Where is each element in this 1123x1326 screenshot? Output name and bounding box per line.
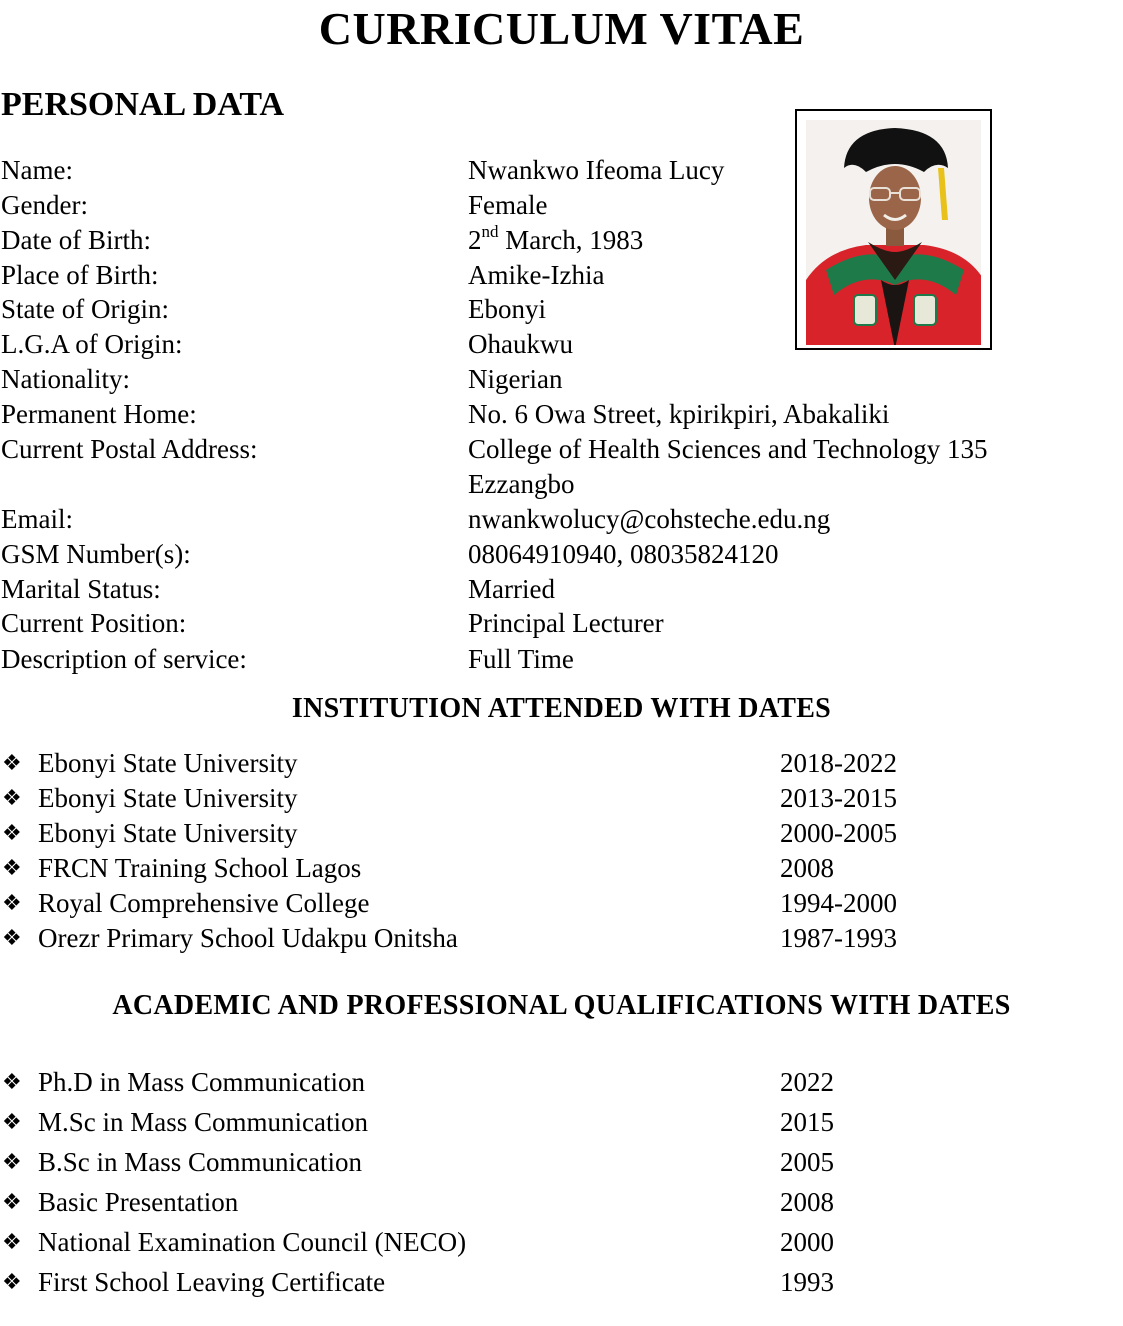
- field-value: [468, 223, 643, 258]
- qualification-year: 2015: [780, 1107, 834, 1137]
- field-value: College of Health Sciences and Technology 135: [468, 434, 988, 464]
- field-value: Ezzangbo: [468, 469, 575, 499]
- dob-suffix: nd: [481, 222, 499, 241]
- field-label: Marital Status:: [1, 574, 161, 604]
- list-item: [0, 1225, 1123, 1260]
- qualification-name: First School Leaving Certificate: [38, 1267, 386, 1297]
- field-label: Permanent Home:: [1, 399, 197, 429]
- field-label: Place of Birth:: [1, 260, 159, 290]
- qualification-year: 1993: [780, 1267, 834, 1297]
- field-label: Gender:: [1, 190, 88, 220]
- list-item: [0, 746, 1123, 781]
- field-value: Nwankwo Ifeoma Lucy: [468, 155, 725, 185]
- field-value: Married: [468, 574, 555, 604]
- institution-name: Ebonyi State University: [38, 783, 298, 813]
- list-item: [0, 886, 1123, 921]
- field-label: Name:: [1, 155, 73, 185]
- diamond-bullet-icon: ❖: [2, 786, 22, 811]
- portrait-photo: [806, 120, 981, 345]
- institution-name: Ebonyi State University: [38, 818, 298, 848]
- diamond-bullet-icon: ❖: [2, 751, 22, 776]
- qualification-year: 2005: [780, 1147, 834, 1177]
- field-value: No. 6 Owa Street, kpirikpiri, Abakaliki: [468, 399, 890, 429]
- personal-data-heading: PERSONAL DATA: [1, 86, 285, 123]
- diamond-bullet-icon: ❖: [2, 1230, 22, 1255]
- portrait-photo-icon: [806, 120, 981, 345]
- field-label: State of Origin:: [1, 294, 169, 324]
- diamond-bullet-icon: ❖: [2, 1110, 22, 1135]
- list-item: [0, 851, 1123, 886]
- list-item: [0, 1265, 1123, 1300]
- field-label: Description of service:: [1, 644, 247, 674]
- diamond-bullet-icon: ❖: [2, 821, 22, 846]
- field-label: GSM Number(s):: [1, 539, 191, 569]
- field-label: L.G.A of Origin:: [1, 329, 183, 359]
- field-value: 08064910940, 08035824120: [468, 539, 779, 569]
- field-label: Current Position:: [1, 608, 187, 638]
- diamond-bullet-icon: ❖: [2, 926, 22, 951]
- institution-name: Royal Comprehensive College: [38, 888, 370, 918]
- diamond-bullet-icon: ❖: [2, 1070, 22, 1095]
- qualification-name: Basic Presentation: [38, 1187, 239, 1217]
- list-item: [0, 781, 1123, 816]
- field-label: Email:: [1, 504, 73, 534]
- institution-years: 2013-2015: [780, 783, 897, 813]
- list-item: [0, 921, 1123, 956]
- field-value: Nigerian: [468, 364, 563, 394]
- institution-years: 1994-2000: [780, 888, 897, 918]
- field-value: Principal Lecturer: [468, 608, 664, 638]
- institution-years: 1987-1993: [780, 923, 897, 953]
- document-title: CURRICULUM VITAE: [318, 3, 805, 54]
- list-item: [0, 1145, 1123, 1180]
- qualification-name: Ph.D in Mass Communication: [38, 1067, 366, 1097]
- institution-years: 2000-2005: [780, 818, 897, 848]
- institution-name: Ebonyi State University: [38, 748, 298, 778]
- field-value: Full Time: [468, 644, 574, 674]
- field-value: nwankwolucy@cohsteche.edu.ng: [468, 504, 831, 534]
- dob-rest: March, 1983: [498, 225, 644, 255]
- institution-years: 2018-2022: [780, 748, 897, 778]
- qualification-year: 2000: [780, 1227, 834, 1257]
- field-value: Female: [468, 190, 548, 220]
- diamond-bullet-icon: ❖: [2, 1150, 22, 1175]
- list-item: [0, 816, 1123, 851]
- diamond-bullet-icon: ❖: [2, 891, 22, 916]
- portrait-photo-frame: [795, 109, 992, 350]
- list-item: [0, 1065, 1123, 1100]
- institution-name: Orezr Primary School Udakpu Onitsha: [38, 923, 458, 953]
- institution-name: FRCN Training School Lagos: [38, 853, 362, 883]
- field-label: Nationality:: [1, 364, 130, 394]
- institutions-heading: INSTITUTION ATTENDED WITH DATES: [291, 693, 832, 724]
- diamond-bullet-icon: ❖: [2, 856, 22, 881]
- field-value: Amike-Izhia: [468, 260, 605, 290]
- list-item: [0, 1105, 1123, 1140]
- qualification-name: M.Sc in Mass Communication: [38, 1107, 368, 1137]
- field-label: Date of Birth:: [1, 225, 151, 255]
- qualification-year: 2008: [780, 1187, 834, 1217]
- qualification-name: B.Sc in Mass Communication: [38, 1147, 362, 1177]
- field-label: Current Postal Address:: [1, 434, 258, 464]
- list-item: [0, 1185, 1123, 1220]
- diamond-bullet-icon: ❖: [2, 1270, 22, 1295]
- diamond-bullet-icon: ❖: [2, 1190, 22, 1215]
- qualification-year: 2022: [780, 1067, 834, 1097]
- qualification-name: National Examination Council (NECO): [38, 1227, 467, 1257]
- field-value: Ebonyi: [468, 294, 546, 324]
- dob-day: 2: [468, 225, 482, 255]
- qualifications-heading: ACADEMIC AND PROFESSIONAL QUALIFICATIONS WITH DATES: [112, 990, 1011, 1021]
- field-value: Ohaukwu: [468, 329, 573, 359]
- institution-years: 2008: [780, 853, 834, 883]
